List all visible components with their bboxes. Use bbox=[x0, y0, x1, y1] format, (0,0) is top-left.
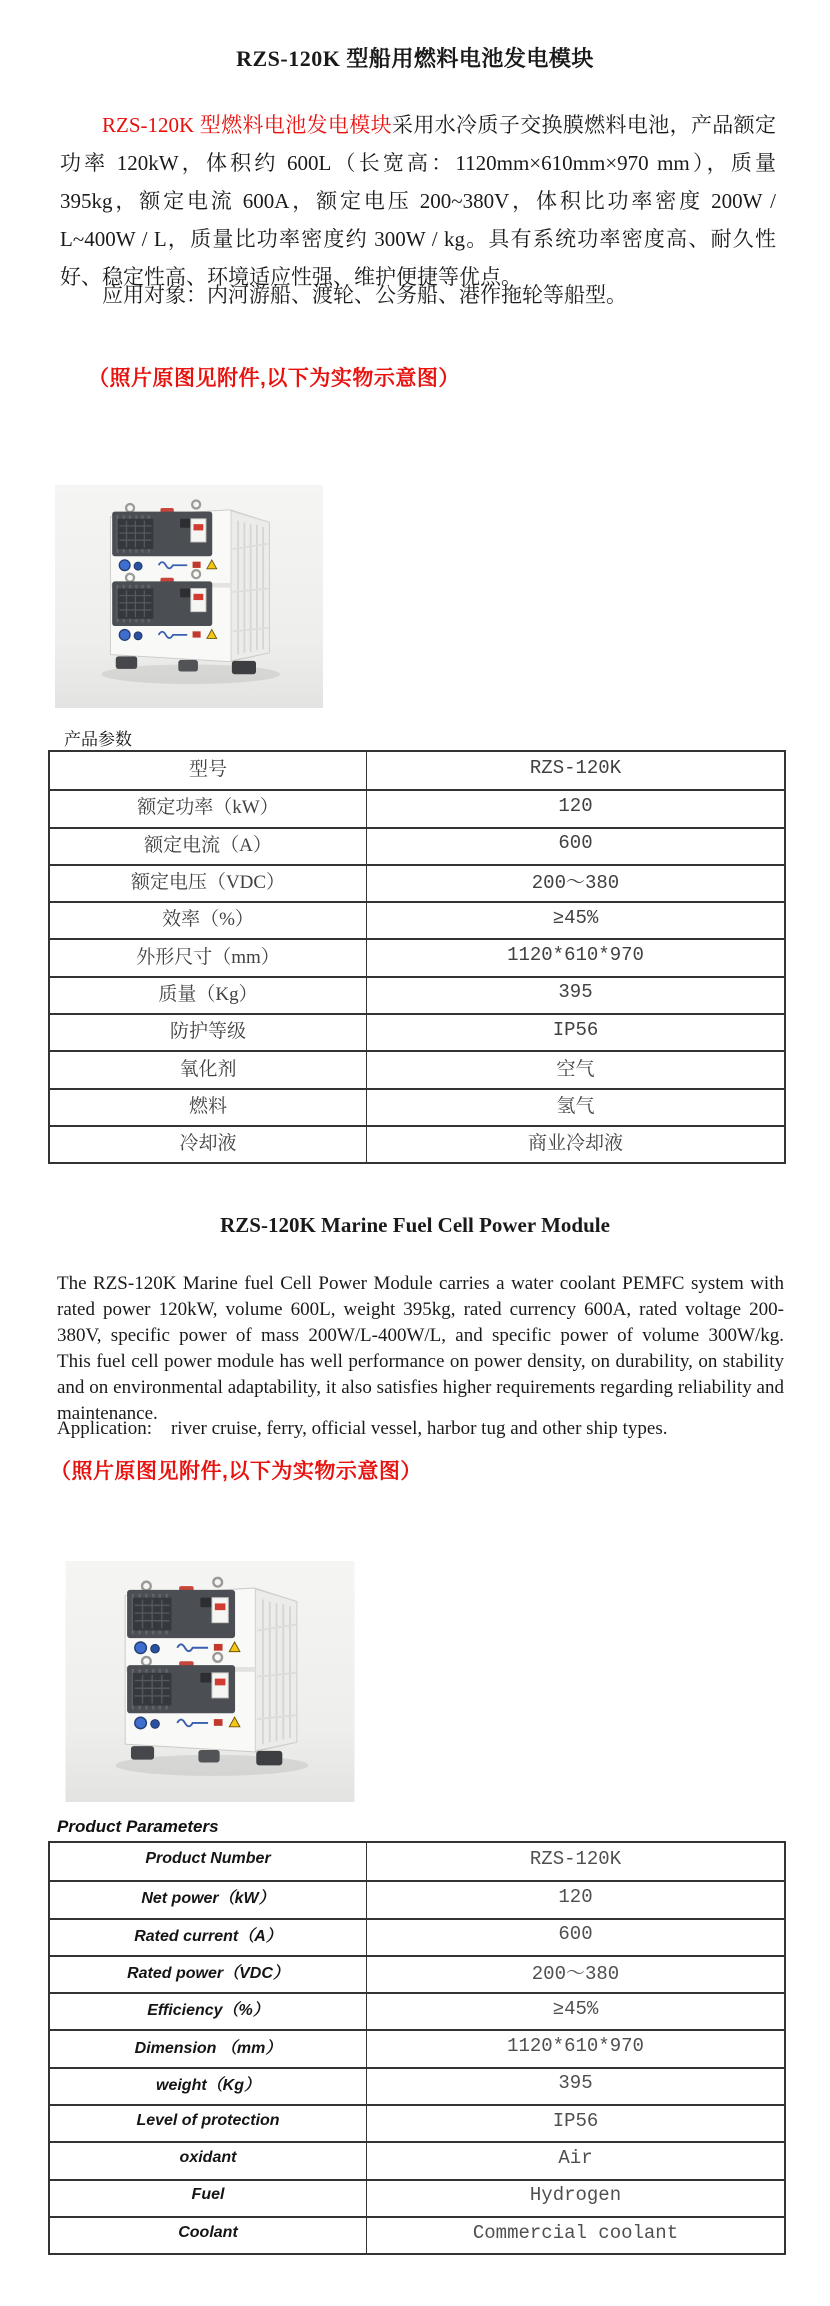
intro-highlight-zh: RZS-120K 型燃料电池发电模块 bbox=[102, 113, 392, 137]
param-value-cell: ≥45% bbox=[552, 906, 599, 929]
table-row bbox=[50, 752, 784, 789]
intro-paragraph-zh bbox=[60, 106, 776, 296]
param-value-cell: 空气 bbox=[556, 1058, 595, 1081]
table-row bbox=[50, 789, 784, 826]
page-title-zh: RZS-120K 型船用燃料电池发电模块 bbox=[236, 46, 594, 71]
param-label-cell: 效率（%） bbox=[50, 903, 367, 938]
param-value-cell: RZS-120K bbox=[529, 1847, 622, 1870]
param-value-cell: Commercial coolant bbox=[472, 2221, 679, 2244]
param-label-cell: Net power（kW） bbox=[50, 1882, 367, 1917]
param-label-cell: 冷却液 bbox=[50, 1127, 367, 1162]
table-row bbox=[50, 2179, 784, 2216]
page-title-en: RZS-120K Marine Fuel Cell Power Module bbox=[220, 1213, 610, 1237]
photo-note-zh: （照片原图见附件,以下为实物示意图） bbox=[88, 367, 460, 390]
table-row bbox=[50, 1843, 784, 1880]
product-image-1 bbox=[55, 481, 323, 712]
param-label-cell: Fuel bbox=[50, 2181, 367, 2216]
param-value-cell: ≥45% bbox=[552, 1997, 599, 2020]
application-line-en: Application: river cruise, ferry, official vessel, harbor tug and other ship types. bbox=[57, 1418, 668, 1439]
param-label-cell: 防护等级 bbox=[50, 1015, 367, 1050]
param-value-cell: 1120*610*970 bbox=[507, 2035, 644, 2058]
param-label-cell: 燃料 bbox=[50, 1090, 367, 1125]
param-value-cell: 120 bbox=[558, 794, 593, 817]
param-value-cell: 1120*610*970 bbox=[507, 944, 644, 967]
product-params-table-zh bbox=[48, 750, 786, 1164]
application-line-zh: 应用对象：内河游船、渡轮、公务船、港作拖轮等船型。 bbox=[102, 283, 627, 307]
intro-paragraph-en: The RZS-120K Marine fuel Cell Power Module carries a water coolant PEMFC system with rated power 120kW, volume 600L, weight 395kg, rated currency 600A, rated voltage 200-380V, specific power of mass 200W/L-400W/L, and specific power of volume 300W/kg. This fuel cell power module has well performance on power density, on durability, on stability and on environmental adaptability, it also satisfies higher requirements regarding reliability and maintenance. bbox=[57, 1273, 813, 1424]
table-row bbox=[50, 2029, 784, 2066]
params-heading-en: Product Parameters bbox=[57, 1817, 219, 1836]
param-label-cell: 额定功率（kW） bbox=[50, 791, 367, 826]
param-label-cell: Dimension （mm） bbox=[50, 2031, 367, 2066]
param-label-cell: weight（Kg） bbox=[50, 2069, 367, 2104]
param-label-cell: Coolant bbox=[50, 2218, 367, 2253]
photo-note-en: （照片原图见附件,以下为实物示意图） bbox=[50, 1460, 422, 1483]
param-value-cell: IP56 bbox=[552, 1018, 599, 1041]
param-value-cell: 200～380 bbox=[531, 872, 620, 895]
intro-body-zh: 采用水冷质子交换膜燃料电池，产品额定功率 120kW，体积约 600L（长宽高：1120mm×610mm×970 mm），质量 395kg，额定电流 600A，额定电压 200~380V，体积比功率密度 200W / L~400W / L，质量比功率密度约 300W / kg。具有系统功率密度高、耐久性好、稳定性高、环境适应性强、维护便捷等优点。 bbox=[60, 113, 777, 289]
param-value-cell: 商业冷却液 bbox=[527, 1133, 623, 1156]
table-row bbox=[50, 1955, 784, 1992]
param-value-cell: 氢气 bbox=[556, 1095, 595, 1118]
table-row bbox=[50, 1992, 784, 2029]
param-label-cell: Level of protection bbox=[50, 2106, 367, 2141]
param-value-cell: RZS-120K bbox=[529, 756, 622, 779]
param-value-cell: 395 bbox=[558, 981, 593, 1004]
table-row bbox=[50, 864, 784, 901]
table-row bbox=[50, 1880, 784, 1917]
param-label-cell: 额定电流（A） bbox=[50, 829, 367, 864]
table-row bbox=[50, 901, 784, 938]
params-heading-zh: 产品参数 bbox=[64, 730, 132, 749]
param-label-cell: Rated power（VDC） bbox=[50, 1957, 367, 1992]
param-value-cell: 200～380 bbox=[531, 1963, 620, 1986]
table-row bbox=[50, 827, 784, 864]
table-row bbox=[50, 976, 784, 1013]
product-image-2 bbox=[63, 1561, 357, 1802]
param-value-cell: IP56 bbox=[552, 2109, 599, 2132]
table-row bbox=[50, 2104, 784, 2141]
table-row bbox=[50, 2067, 784, 2104]
table-row bbox=[50, 1918, 784, 1955]
param-label-cell: 质量（Kg） bbox=[50, 978, 367, 1013]
param-value-cell: 600 bbox=[558, 1923, 593, 1946]
table-row bbox=[50, 1013, 784, 1050]
table-row bbox=[50, 2216, 784, 2253]
param-label-cell: Efficiency（%） bbox=[50, 1994, 367, 2029]
param-value-cell: 395 bbox=[558, 2072, 593, 2095]
param-value-cell: Hydrogen bbox=[529, 2184, 622, 2207]
product-params-table-en bbox=[48, 1841, 786, 2255]
param-value-cell: 600 bbox=[558, 832, 593, 855]
param-label-cell: oxidant bbox=[50, 2143, 367, 2178]
param-label-cell: Rated current（A） bbox=[50, 1920, 367, 1955]
param-label-cell: 额定电压（VDC） bbox=[50, 866, 367, 901]
table-row bbox=[50, 1050, 784, 1087]
param-label-cell: 氧化剂 bbox=[50, 1052, 367, 1087]
table-row bbox=[50, 1125, 784, 1162]
table-row bbox=[50, 1088, 784, 1125]
param-label-cell: 外形尺寸（mm） bbox=[50, 940, 367, 975]
param-value-cell: Air bbox=[558, 2147, 593, 2170]
param-label-cell: Product Number bbox=[50, 1843, 367, 1880]
param-value-cell: 120 bbox=[558, 1885, 593, 1908]
table-row bbox=[50, 938, 784, 975]
param-label-cell: 型号 bbox=[50, 752, 367, 789]
table-row bbox=[50, 2141, 784, 2178]
